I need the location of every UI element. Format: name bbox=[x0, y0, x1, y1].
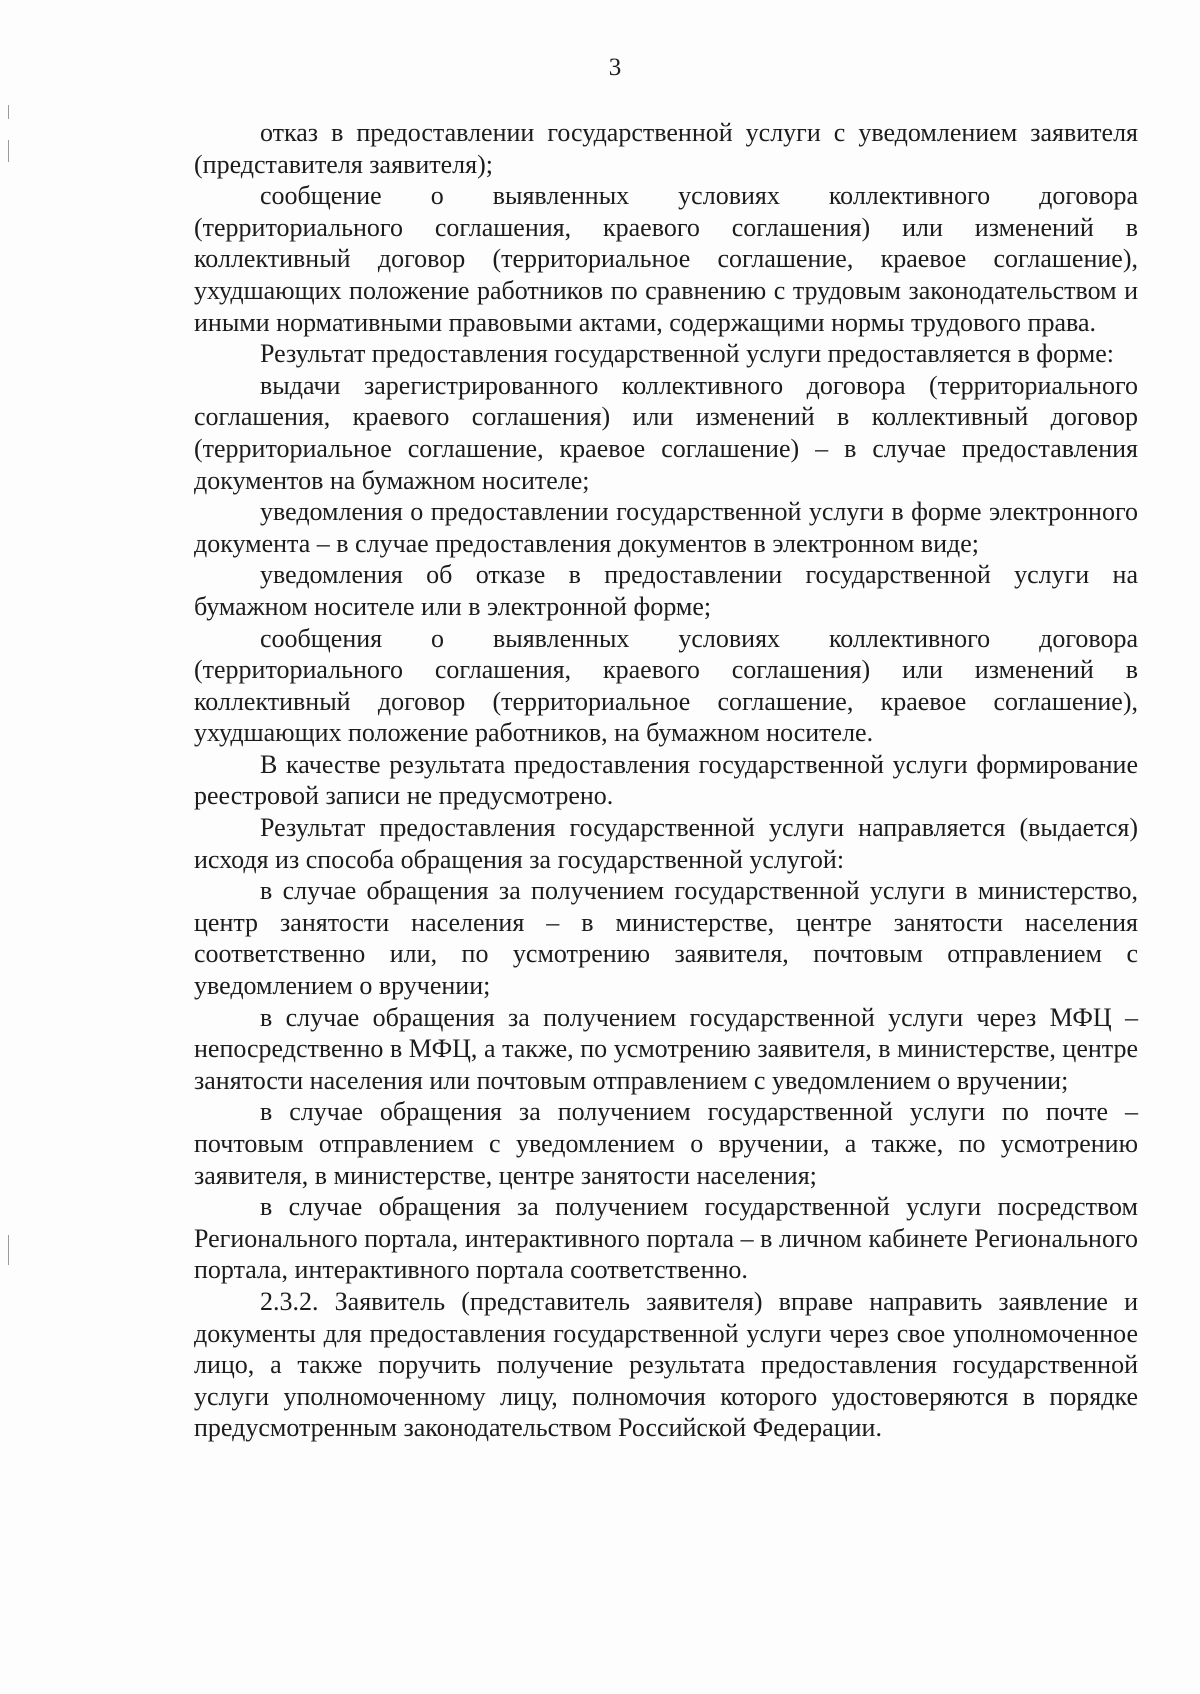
paragraph: уведомления о предоставлении государственной услуги в форме электронного документа – в случае предоставления документов в электронном виде; bbox=[194, 497, 1138, 558]
paragraph: в случае обращения за получением государственной услуги по почте – почтовым отправлением с уведомлением о вручении, а также, по усмотрению заявителя, в министерстве, центре занятости населения; bbox=[194, 1097, 1138, 1190]
paragraph: выдачи зарегистрированного коллективного договора (территориального соглашения, краевого соглашения) или изменений в коллективный договор (территориальное соглашение, краевое соглашение) – в случае предоставления документов на бумажном носителе; bbox=[194, 370, 1138, 495]
paragraph: сообщение о выявленных условиях коллективного договора (территориального соглашения, краевого соглашения) или изменений в коллективный договор (территориальное соглашение, краевое соглашение), ухудшающих положение работников по сравнению с трудовым законодательством и иными нормативными правовыми актами, содержащими нормы трудового права. bbox=[194, 181, 1138, 337]
paragraph: в случае обращения за получением государственной услуги через МФЦ – непосредственно в МФЦ, а также, по усмотрению заявителя, в министерстве, центре занятости населения или почтовым отправлением с уведомлением о вручении; bbox=[194, 1002, 1138, 1095]
paragraph: в случае обращения за получением государственной услуги посредством Регионального портала, интерактивного портала – в личном кабинете Регионального портала, интерактивного портала соответственно. bbox=[194, 1192, 1138, 1285]
paragraph: Результат предоставления государственной услуги предоставляется в форме: bbox=[260, 339, 1114, 369]
scan-edge-mark bbox=[8, 140, 9, 162]
paragraph: в случае обращения за получением государственной услуги в министерство, центр занятости населения – в министерстве, центре занятости населения соответственно или, по усмотрению заявителя, почтовым отправлением с уведомлением о вручении; bbox=[194, 876, 1138, 1001]
paragraph: В качестве результата предоставления государственной услуги формирование реестровой записи не предусмотрено. bbox=[194, 749, 1138, 811]
scan-edge-mark bbox=[8, 1235, 9, 1265]
paragraph: Результат предоставления государственной услуги направляется (выдается) исходя из способа обращения за государственной услугой: bbox=[194, 813, 1138, 874]
paragraph: уведомления об отказе в предоставлении государственной услуги на бумажном носителе или в электронной форме; bbox=[194, 560, 1138, 621]
paragraph: 2.3.2. Заявитель (представитель заявителя) вправе направить заявление и документы для предоставления государственной услуги через свое уполномоченное лицо, а также поручить получение результата предоставления государственной услуги уполномоченному лицу, полномочия которого удостоверяются в порядке предусмотренным законодательством Российской Федерации. bbox=[194, 1286, 1138, 1443]
page-number: 3 bbox=[608, 54, 622, 81]
paragraph: отказ в предоставлении государственной услуги с уведомлением заявителя (представителя заявителя); bbox=[194, 118, 1138, 179]
document-body bbox=[194, 117, 1138, 1444]
scan-edge-mark bbox=[8, 105, 9, 119]
paragraph: сообщения о выявленных условиях коллективного договора (территориального соглашения, краевого соглашения) или изменений в коллективный договор (территориальное соглашение, краевое соглашение), ухудшающих положение работников, на бумажном носителе. bbox=[194, 623, 1138, 748]
